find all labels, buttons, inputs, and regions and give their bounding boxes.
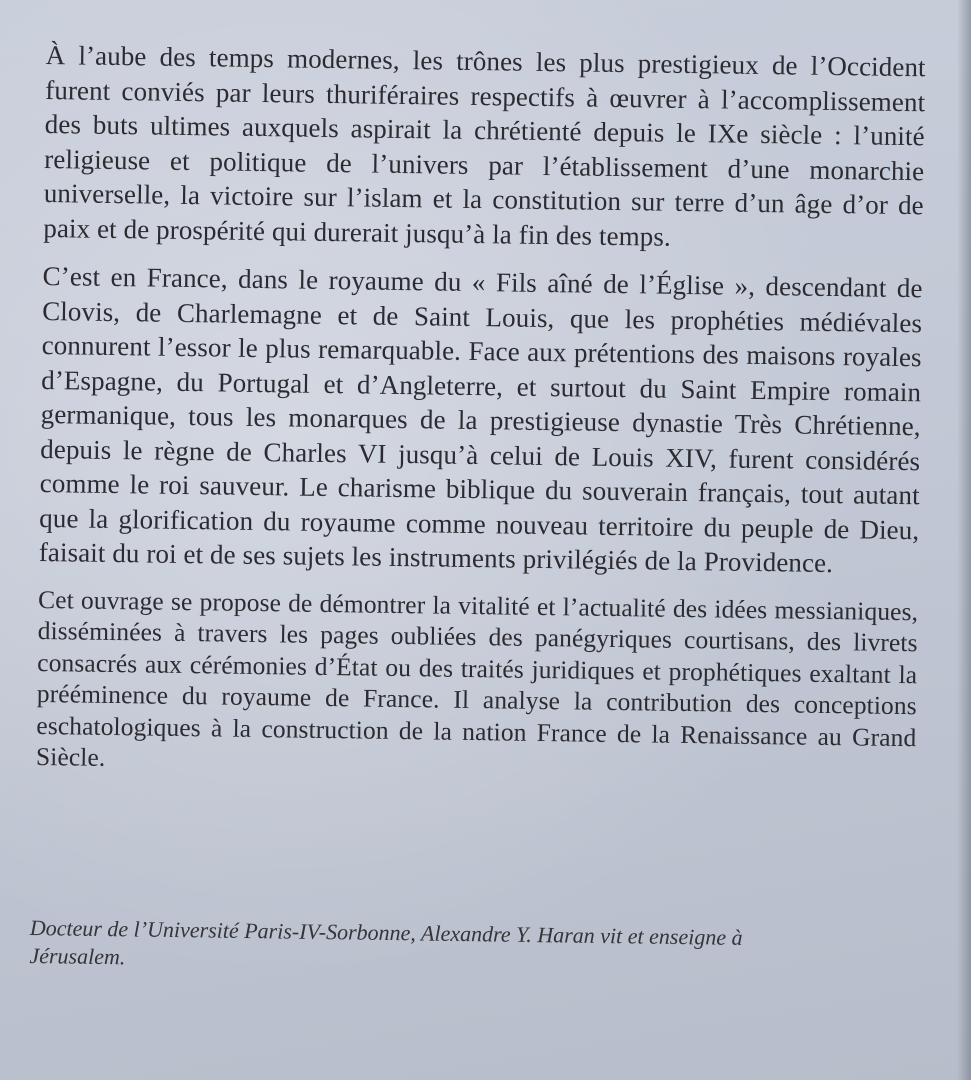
author-note: Docteur de l’Université Paris-IV-Sorbonne, Alexandre Y. Haran vit et enseigne à Jérusalem.: [29, 914, 743, 970]
blurb-paragraph-2: C’est en France, dans le royaume du « Fils aîné de l’Église », descendant de Clovis, de Charlemagne et de Saint Louis, que les prophéties médiévales connurent l’essor le plus remarquable. Face aux prétentions des maisons royales d’Espagne, du Portugal et d’Angleterre, et surtout du Saint Empire romain germanique, tous les monarques de la prestigieuse dynastie Très Chrétienne, depuis le règne de Charles VI jusqu’à celui de Louis XIV, furent considérés comme le roi sauveur. Le charisme biblique du souverain français, tout autant que la glorification du royaume comme nouveau territoire du peuple de Dieu, faisait du roi et de ses sujets les instruments privilégiés de la Providence.: [38, 260, 923, 579]
blurb-paragraph-3: Cet ouvrage se propose de démontrer la vitalité et l’actualité des idées messianiques, disséminées à travers les pages oubliées des panégyriques courtisans, des livrets consacrés aux cérémonies d’État ou des traités juridiques et prophétiques exaltant la prééminence du royaume de France. Il analyse la contribution des conceptions eschatologiques à la construction de la nation France de la Renaissance au Grand Siècle.: [35, 584, 919, 772]
cover-edge-shadow: [957, 0, 971, 1080]
blurb-paragraph-1: À l’aube des temps modernes, les trônes les plus prestigieux de l’Occident furent conviés par leurs thuriféraires respectifs à œuvrer à l’accomplissement des buts ultimes auxquels aspirait la chrétienté depuis le IXe siècle : l’unité religieuse et politique de l’univers par l’établissement d’une monarchie universelle, la victoire sur l’islam et la constitution sur terre d’un âge d’or de paix et de prospérité qui durerait jusqu’à la fin des temps.: [43, 39, 926, 252]
blurb-text: [36, 38, 926, 799]
